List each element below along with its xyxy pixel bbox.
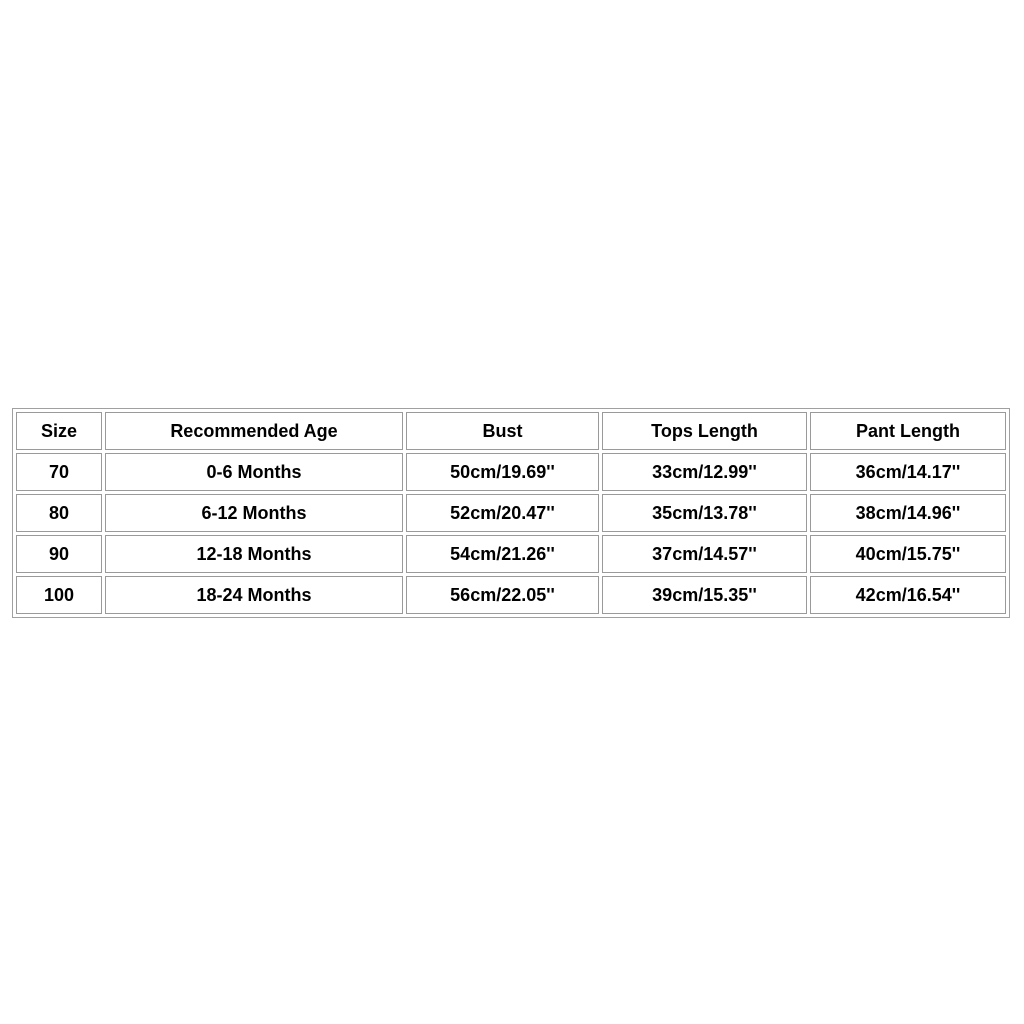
header-pant-length: Pant Length bbox=[810, 412, 1006, 450]
header-recommended-age: Recommended Age bbox=[105, 412, 403, 450]
cell-tops-length: 33cm/12.99'' bbox=[602, 453, 807, 491]
size-chart-table bbox=[12, 408, 1010, 618]
cell-recommended-age: 0-6 Months bbox=[105, 453, 403, 491]
cell-pant-length: 40cm/15.75'' bbox=[810, 535, 1006, 573]
cell-pant-length: 36cm/14.17'' bbox=[810, 453, 1006, 491]
cell-tops-length: 39cm/15.35'' bbox=[602, 576, 807, 614]
cell-size: 100 bbox=[16, 576, 102, 614]
cell-size: 70 bbox=[16, 453, 102, 491]
cell-pant-length: 42cm/16.54'' bbox=[810, 576, 1006, 614]
cell-recommended-age: 18-24 Months bbox=[105, 576, 403, 614]
cell-bust: 52cm/20.47'' bbox=[406, 494, 599, 532]
cell-tops-length: 35cm/13.78'' bbox=[602, 494, 807, 532]
cell-tops-length: 37cm/14.57'' bbox=[602, 535, 807, 573]
cell-bust: 50cm/19.69'' bbox=[406, 453, 599, 491]
table-row bbox=[16, 576, 1006, 614]
cell-size: 80 bbox=[16, 494, 102, 532]
cell-bust: 56cm/22.05'' bbox=[406, 576, 599, 614]
cell-pant-length: 38cm/14.96'' bbox=[810, 494, 1006, 532]
cell-size: 90 bbox=[16, 535, 102, 573]
cell-recommended-age: 6-12 Months bbox=[105, 494, 403, 532]
cell-recommended-age: 12-18 Months bbox=[105, 535, 403, 573]
table-row bbox=[16, 453, 1006, 491]
table-header-row bbox=[16, 412, 1006, 450]
header-tops-length: Tops Length bbox=[602, 412, 807, 450]
table-row bbox=[16, 494, 1006, 532]
header-size: Size bbox=[16, 412, 102, 450]
header-bust: Bust bbox=[406, 412, 599, 450]
cell-bust: 54cm/21.26'' bbox=[406, 535, 599, 573]
table-row bbox=[16, 535, 1006, 573]
